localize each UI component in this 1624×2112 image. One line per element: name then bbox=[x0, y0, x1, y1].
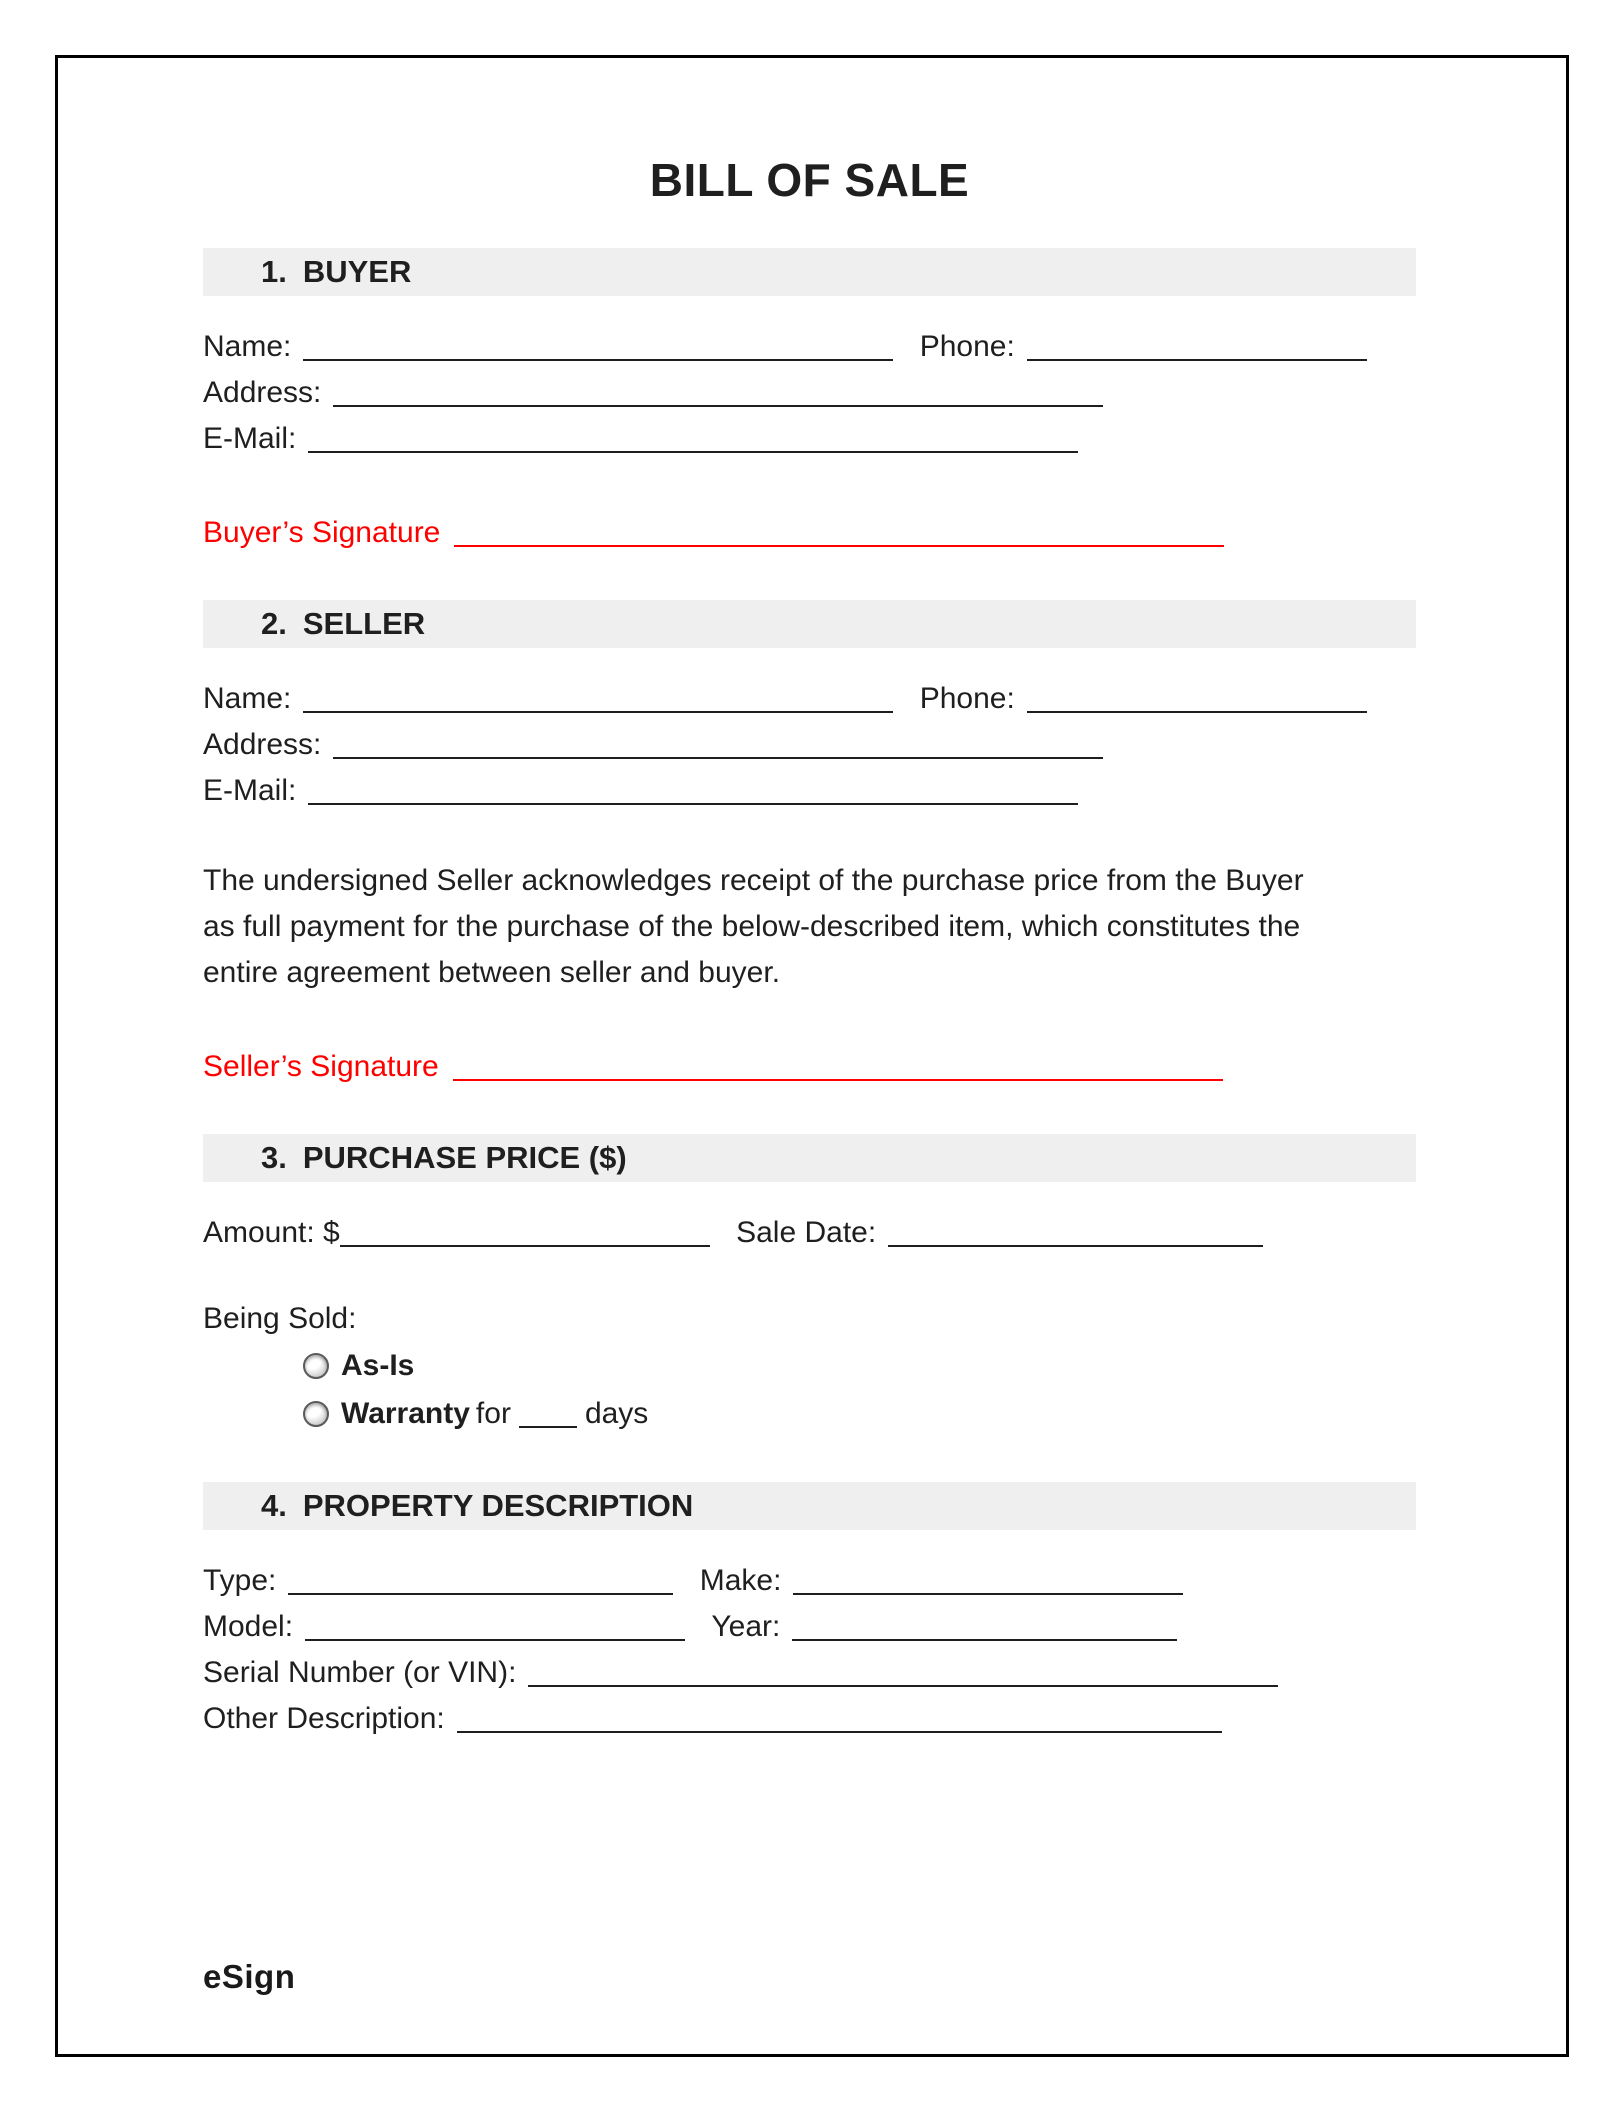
seller-email-field[interactable] bbox=[308, 775, 1078, 805]
section-buyer-number: 1. bbox=[261, 254, 287, 289]
section-buyer-header bbox=[203, 248, 1416, 296]
amount-label: Amount: $ bbox=[203, 1216, 340, 1249]
seller-phone-field[interactable] bbox=[1027, 683, 1367, 713]
property-fields bbox=[203, 1558, 1416, 1742]
seller-signature-row bbox=[203, 1044, 1416, 1090]
purchase-price-fields bbox=[203, 1210, 1416, 1438]
seller-phone-label: Phone: bbox=[919, 682, 1015, 715]
section-property-title: PROPERTY DESCRIPTION bbox=[302, 1488, 694, 1523]
model-label: Model: bbox=[203, 1610, 294, 1643]
section-buyer-title: BUYER bbox=[302, 254, 412, 289]
seller-email-label: E-Mail: bbox=[203, 774, 297, 807]
buyer-name-row bbox=[203, 324, 1416, 370]
section-seller-number: 2. bbox=[261, 606, 287, 641]
type-make-row bbox=[203, 1558, 1416, 1604]
section-seller-header bbox=[203, 600, 1416, 648]
buyer-email-label: E-Mail: bbox=[203, 422, 297, 455]
buyer-phone-field[interactable] bbox=[1027, 331, 1367, 361]
option-warranty bbox=[303, 1390, 1416, 1438]
warranty-label: Warranty bbox=[341, 1397, 470, 1430]
buyer-phone-label: Phone: bbox=[919, 330, 1015, 363]
section-property-number: 4. bbox=[261, 1488, 287, 1523]
serial-label: Serial Number (or VIN): bbox=[203, 1656, 517, 1689]
amount-row bbox=[203, 1210, 1416, 1256]
esign-logo: eSign bbox=[203, 1958, 296, 1995]
option-as-is bbox=[303, 1342, 1416, 1390]
buyer-name-label: Name: bbox=[203, 330, 292, 363]
other-description-row bbox=[203, 1696, 1416, 1742]
year-label: Year: bbox=[711, 1610, 781, 1643]
seller-name-field[interactable] bbox=[303, 683, 893, 713]
warranty-radio[interactable] bbox=[303, 1401, 329, 1427]
document-page bbox=[55, 55, 1569, 2057]
warranty-days-text: days bbox=[584, 1397, 649, 1430]
buyer-address-field[interactable] bbox=[333, 377, 1103, 407]
seller-address-row bbox=[203, 722, 1416, 768]
as-is-label: As-Is bbox=[341, 1349, 415, 1382]
seller-address-field[interactable] bbox=[333, 729, 1103, 759]
model-field[interactable] bbox=[305, 1611, 685, 1641]
section-purchase-price-header bbox=[203, 1134, 1416, 1182]
seller-email-row bbox=[203, 768, 1416, 814]
serial-field[interactable] bbox=[528, 1657, 1278, 1687]
buyer-name-field[interactable] bbox=[303, 331, 893, 361]
seller-acknowledgement-text: The undersigned Seller acknowledges receipt of the purchase price from the Buyer as full payment for the purchase of the below-described item, which constitutes the entire agreement between seller and buyer. bbox=[203, 864, 1304, 989]
seller-signature-label: Seller’s Signature bbox=[203, 1050, 439, 1083]
section-property-header bbox=[203, 1482, 1416, 1530]
seller-fields bbox=[203, 676, 1416, 814]
make-field[interactable] bbox=[793, 1565, 1183, 1595]
seller-name-row bbox=[203, 676, 1416, 722]
type-field[interactable] bbox=[288, 1565, 673, 1595]
seller-address-label: Address: bbox=[203, 728, 322, 761]
buyer-address-label: Address: bbox=[203, 376, 322, 409]
section-purchase-price-title: PURCHASE PRICE ($) bbox=[302, 1140, 627, 1175]
section-seller-title: SELLER bbox=[302, 606, 426, 641]
warranty-days-field[interactable] bbox=[519, 1398, 577, 1428]
other-description-field[interactable] bbox=[457, 1703, 1222, 1733]
sale-date-field[interactable] bbox=[888, 1217, 1263, 1247]
make-label: Make: bbox=[699, 1564, 782, 1597]
buyer-signature-row bbox=[203, 510, 1416, 556]
being-sold-label: Being Sold: bbox=[203, 1302, 357, 1335]
sale-date-label: Sale Date: bbox=[736, 1216, 877, 1249]
year-field[interactable] bbox=[792, 1611, 1177, 1641]
as-is-radio[interactable] bbox=[303, 1353, 329, 1379]
buyer-signature-field[interactable] bbox=[454, 517, 1224, 547]
buyer-email-field[interactable] bbox=[308, 423, 1078, 453]
model-year-row bbox=[203, 1604, 1416, 1650]
serial-row bbox=[203, 1650, 1416, 1696]
seller-name-label: Name: bbox=[203, 682, 292, 715]
type-label: Type: bbox=[203, 1564, 277, 1597]
buyer-fields bbox=[203, 324, 1416, 462]
warranty-for-text: for bbox=[475, 1397, 511, 1430]
other-description-label: Other Description: bbox=[203, 1702, 445, 1735]
page-title: BILL OF SALE bbox=[649, 154, 970, 206]
being-sold-row bbox=[203, 1296, 1416, 1342]
section-purchase-price-number: 3. bbox=[261, 1140, 287, 1175]
buyer-email-row bbox=[203, 416, 1416, 462]
buyer-address-row bbox=[203, 370, 1416, 416]
amount-field[interactable] bbox=[340, 1217, 710, 1247]
seller-signature-field[interactable] bbox=[453, 1051, 1223, 1081]
buyer-signature-label: Buyer’s Signature bbox=[203, 516, 441, 549]
